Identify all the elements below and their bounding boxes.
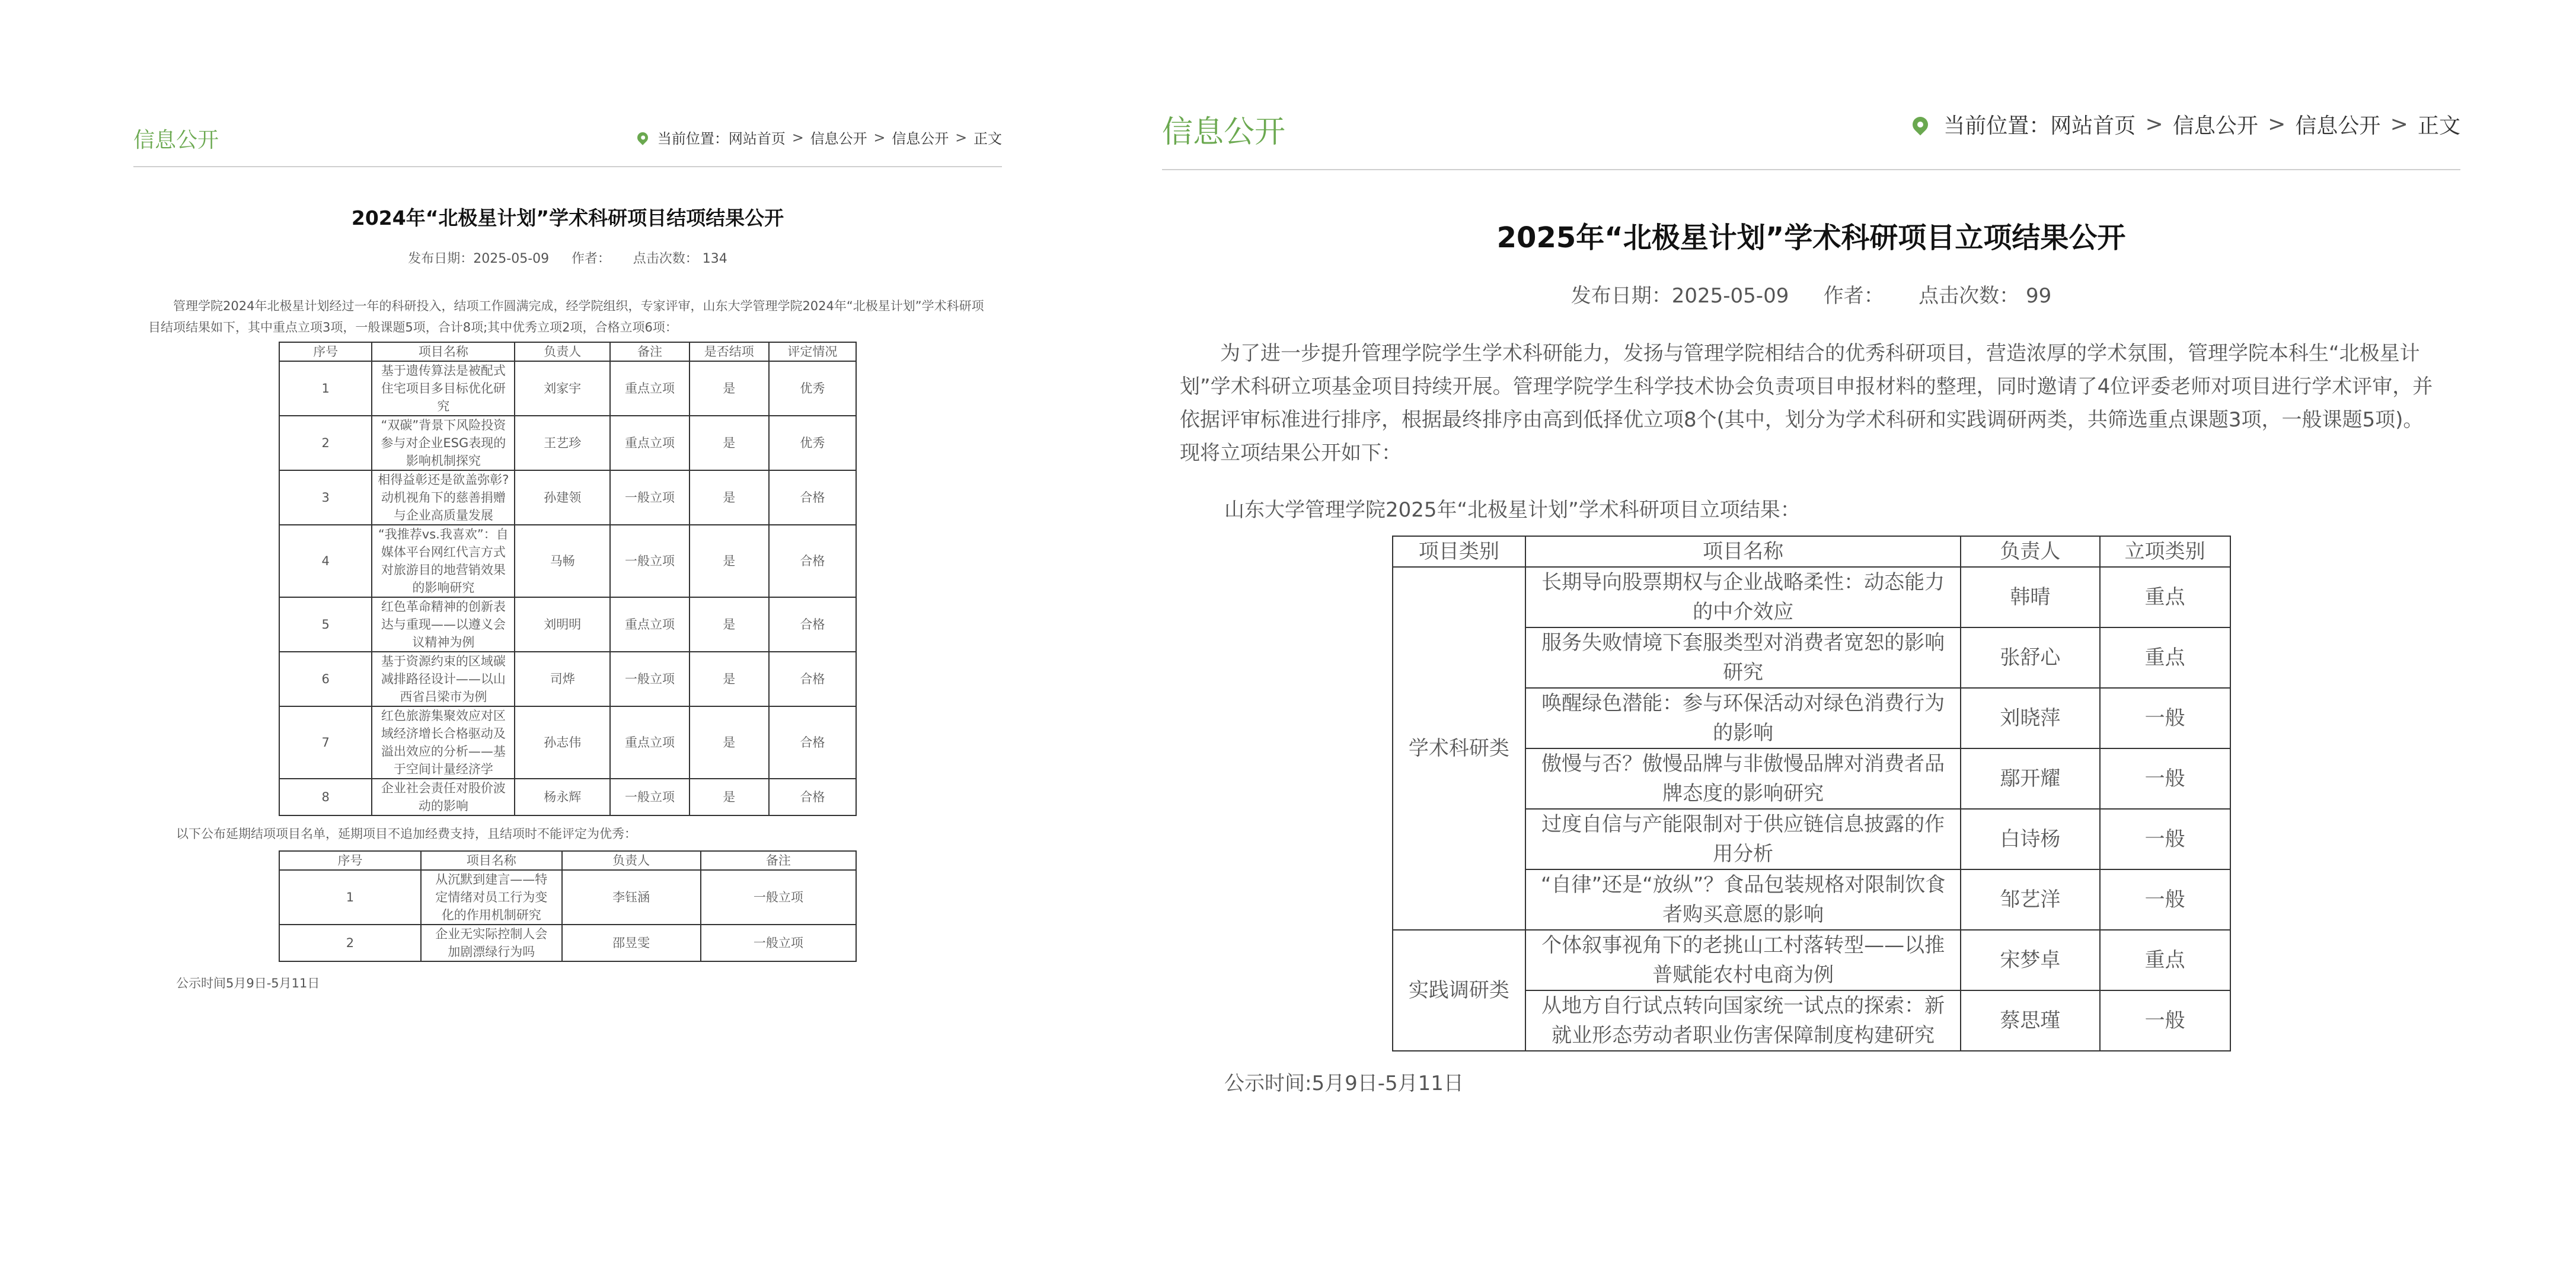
table-cell: 相得益彰还是欲盖弥彰?动机视角下的慈善捐赠与企业高质量发展 — [372, 470, 515, 525]
table-cell: 2 — [279, 416, 372, 470]
table-cell: 一般立项 — [701, 925, 856, 961]
table-row — [279, 470, 856, 525]
table-caption: 山东大学管理学院2025年“北极星计划”学术科研项目立项结果： — [1224, 498, 1801, 522]
table-header-cell: 备注 — [610, 342, 690, 361]
table-cell: 合格 — [769, 470, 856, 525]
table-cell: 司烨 — [515, 652, 610, 706]
table-cell: 是 — [690, 470, 769, 525]
table-cell: 一般 — [2100, 748, 2230, 809]
table-cell: 是 — [690, 416, 769, 470]
table-cell: 6 — [279, 652, 372, 706]
table-header-cell: 序号 — [279, 851, 421, 870]
table-cell: 重点 — [2100, 930, 2230, 990]
table-row — [1393, 930, 2230, 990]
table-cell: 合格 — [769, 706, 856, 779]
table-cell: 优秀 — [769, 416, 856, 470]
table-cell: 合格 — [769, 525, 856, 597]
table-cell: 从沉默到建言——特定情绪对员工行为变化的作用机制研究 — [421, 870, 562, 925]
table-cell: 重点立项 — [610, 416, 690, 470]
table-cell: 一般立项 — [610, 525, 690, 597]
table-row — [279, 706, 856, 779]
breadcrumb — [637, 127, 1002, 148]
table-cell: 是 — [690, 525, 769, 597]
table-cell: 8 — [279, 779, 372, 815]
table-row — [279, 925, 856, 961]
table-header-cell: 序号 — [279, 342, 372, 361]
table-row — [279, 652, 856, 706]
table-row — [279, 870, 856, 925]
table-cell: 服务失败情境下套服类型对消费者宽恕的影响研究 — [1525, 627, 1961, 688]
table-cell: 刘明明 — [515, 597, 610, 652]
table-cell: 合格 — [769, 597, 856, 652]
article-panel-2025 — [1162, 101, 2460, 1096]
table-row — [1393, 567, 2230, 627]
publish-date: 发布日期：2025-05-09 — [408, 251, 550, 266]
category-cell: 学术科研类 — [1393, 567, 1526, 930]
view-count: 点击次数： 134 — [633, 251, 727, 266]
article-intro: 为了进一步提升管理学院学生学术科研能力，发扬与管理学院相结合的优秀科研项目，营造浓厚的学术氛围，管理学院本科生“北极星计划”学术科研立项基金项目持续开展。管理学院学生科学技术协会负责项目申报材料的整理，同时邀请了4位评委老师对项目进行学术评审，并依据评审标准进行排序，根据最终排序由高到低择优立项8个(其中，划分为学术科研和实践调研两类，共筛选重点课题3项，一般课题5项)。现将立项结果公开如下： — [1180, 342, 2433, 465]
table-cell: 刘晓萍 — [1961, 688, 2100, 748]
table-cell: 重点立项 — [610, 706, 690, 779]
breadcrumb-info-sub-link[interactable]: 信息公开 — [892, 130, 949, 147]
breadcrumb-separator: > — [2390, 112, 2408, 136]
table-cell: 韩晴 — [1961, 567, 2100, 627]
location-pin-icon — [1910, 113, 1932, 135]
deferral-note: 以下公布延期结项项目名单，延期项目不追加经费支持，且结项时不能评定为优秀： — [176, 827, 637, 841]
table-cell: 马畅 — [515, 525, 610, 597]
table-cell: 孙建领 — [515, 470, 610, 525]
table-cell: 重点 — [2100, 627, 2230, 688]
table-header-cell: 立项类别 — [2100, 536, 2230, 567]
table-cell: 邵昱雯 — [562, 925, 701, 961]
table-cell: 杨永辉 — [515, 779, 610, 815]
breadcrumb-separator: > — [873, 129, 886, 146]
table-cell: 一般 — [2100, 869, 2230, 930]
page-header — [1162, 101, 2460, 170]
table-cell: 是 — [690, 597, 769, 652]
breadcrumb-home-link[interactable]: 网站首页 — [728, 130, 786, 147]
breadcrumb-separator: > — [2145, 112, 2163, 136]
table-cell: 合格 — [769, 779, 856, 815]
article-panel-2024 — [133, 113, 1002, 992]
breadcrumb-separator: > — [955, 129, 968, 146]
table-header-cell: 备注 — [701, 851, 856, 870]
table-cell: 邹艺洋 — [1961, 869, 2100, 930]
table-cell: 孙志伟 — [515, 706, 610, 779]
table-cell: 是 — [690, 706, 769, 779]
table-cell: 一般立项 — [610, 652, 690, 706]
table-cell: 白诗杨 — [1961, 809, 2100, 869]
table-cell: 宋梦卓 — [1961, 930, 2100, 990]
table-cell: 7 — [279, 706, 372, 779]
table-cell: 一般立项 — [701, 870, 856, 925]
article-title: 2025年“北极星计划”学术科研项目立项结果公开 — [1496, 221, 2126, 254]
table-cell: 张舒心 — [1961, 627, 2100, 688]
table-header-cell: 评定情况 — [769, 342, 856, 361]
table-cell: “自律”还是“放纵”？食品包装规格对限制饮食者购买意愿的影响 — [1525, 869, 1961, 930]
table-cell: 5 — [279, 597, 372, 652]
table-cell: 1 — [279, 870, 421, 925]
breadcrumb-info-link[interactable]: 信息公开 — [810, 130, 867, 147]
author: 作者： — [571, 251, 611, 266]
table-cell: 一般立项 — [610, 779, 690, 815]
table-header-cell: 项目类别 — [1393, 536, 1526, 567]
table-cell: 合格 — [769, 652, 856, 706]
table-header-cell: 是否结项 — [690, 342, 769, 361]
table-cell: 是 — [690, 652, 769, 706]
table-cell: 4 — [279, 525, 372, 597]
breadcrumb-label: 当前位置： — [1943, 114, 2051, 138]
table-header-cell: 项目名称 — [421, 851, 562, 870]
table-cell: 一般立项 — [610, 470, 690, 525]
publicity-period: 公示时间:5月9日-5月11日 — [1224, 1072, 1464, 1095]
table-header-cell: 负责人 — [562, 851, 701, 870]
table-cell: 企业无实际控制人会加剧漂绿行为吗 — [421, 925, 562, 961]
article-meta — [133, 248, 1002, 267]
table-cell: 个体叙事视角下的老挑山工村落转型——以推普赋能农村电商为例 — [1525, 930, 1961, 990]
table-cell: 3 — [279, 470, 372, 525]
table-cell: 李钰涵 — [562, 870, 701, 925]
table-cell: 一般 — [2100, 990, 2230, 1051]
table-cell: 优秀 — [769, 361, 856, 416]
table-header-cell: 负责人 — [1961, 536, 2100, 567]
breadcrumb-info-link[interactable]: 信息公开 — [2172, 114, 2258, 138]
table-header-cell: 负责人 — [515, 342, 610, 361]
table-cell: 基于资源约束的区域碳减排路径设计——以山西省吕梁市为例 — [372, 652, 515, 706]
article-title: 2024年“北极星计划”学术科研项目结项结果公开 — [351, 206, 784, 230]
table-cell: 刘家宇 — [515, 361, 610, 416]
location-pin-icon — [635, 130, 650, 145]
breadcrumb-home-link[interactable]: 网站首页 — [2050, 114, 2136, 138]
breadcrumb — [1913, 109, 2460, 139]
results-table — [279, 342, 857, 816]
table-cell: 过度自信与产能限制对于供应链信息披露的作用分析 — [1525, 809, 1961, 869]
section-title: 信息公开 — [1162, 114, 1286, 150]
table-cell: 红色旅游集聚效应对区域经济增长合格驱动及溢出效应的分析——基于空间计量经济学 — [372, 706, 515, 779]
table-row — [279, 416, 856, 470]
article-intro: 管理学院2024年北极星计划经过一年的科研投入，结项工作圆满完成，经学院组织，专家评审，山东大学管理学院2024年“北极星计划”学术科研项目结项结果如下，其中重点立项3项，一般课题5项，合计8项;其中优秀立项2项，合格立项6项： — [148, 299, 984, 334]
breadcrumb-label: 当前位置： — [657, 130, 729, 147]
table-cell: 从地方自行试点转向国家统一试点的探索：新就业形态劳动者职业伤害保障制度构建研究 — [1525, 990, 1961, 1051]
table-cell: 一般 — [2100, 688, 2230, 748]
deferred-table — [279, 850, 857, 962]
table-cell: 唤醒绿色潜能：参与环保活动对绿色消费行为的影响 — [1525, 688, 1961, 748]
table-cell: 重点立项 — [610, 361, 690, 416]
breadcrumb-separator: > — [791, 129, 804, 146]
table-row — [279, 597, 856, 652]
breadcrumb-current: 正文 — [973, 130, 1002, 147]
table-cell: 是 — [690, 779, 769, 815]
table-cell: 基于遗传算法是被配式住宅项目多目标优化研究 — [372, 361, 515, 416]
table-cell: 长期导向股票期权与企业战略柔性：动态能力的中介效应 — [1525, 567, 1961, 627]
table-cell: 傲慢与否？傲慢品牌与非傲慢品牌对消费者品牌态度的影响研究 — [1525, 748, 1961, 809]
approval-table — [1392, 536, 2231, 1051]
table-cell: 王艺珍 — [515, 416, 610, 470]
author: 作者： — [1823, 284, 1884, 308]
publish-date: 发布日期：2025-05-09 — [1571, 284, 1789, 308]
table-cell: 蔡思瑾 — [1961, 990, 2100, 1051]
table-cell: 一般 — [2100, 809, 2230, 869]
breadcrumb-info-sub-link[interactable]: 信息公开 — [2295, 114, 2381, 138]
table-row — [279, 779, 856, 815]
view-count: 点击次数： 99 — [1919, 284, 2052, 308]
page-header — [133, 113, 1002, 167]
category-cell: 实践调研类 — [1393, 930, 1526, 1051]
table-header-cell: 项目名称 — [1525, 536, 1961, 567]
breadcrumb-current: 正文 — [2417, 114, 2460, 138]
table-cell: 鄢开耀 — [1961, 748, 2100, 809]
section-title: 信息公开 — [133, 128, 219, 152]
table-header-cell: 项目名称 — [372, 342, 515, 361]
table-cell: “我推荐vs.我喜欢”：自媒体平台网红代言方式对旅游目的地营销效果的影响研究 — [372, 525, 515, 597]
breadcrumb-separator: > — [2268, 112, 2286, 136]
table-cell: 红色革命精神的创新表达与重现——以遵义会议精神为例 — [372, 597, 515, 652]
table-cell: 企业社会责任对股价波动的影响 — [372, 779, 515, 815]
table-cell: 2 — [279, 925, 421, 961]
table-row — [279, 525, 856, 597]
table-cell: 1 — [279, 361, 372, 416]
article-meta — [1162, 279, 2460, 308]
table-row — [279, 361, 856, 416]
table-cell: 重点立项 — [610, 597, 690, 652]
table-cell: 是 — [690, 361, 769, 416]
publicity-period: 公示时间5月9日-5月11日 — [176, 976, 320, 990]
table-cell: 重点 — [2100, 567, 2230, 627]
table-cell: “双碳”背景下风险投资参与对企业ESG表现的影响机制探究 — [372, 416, 515, 470]
